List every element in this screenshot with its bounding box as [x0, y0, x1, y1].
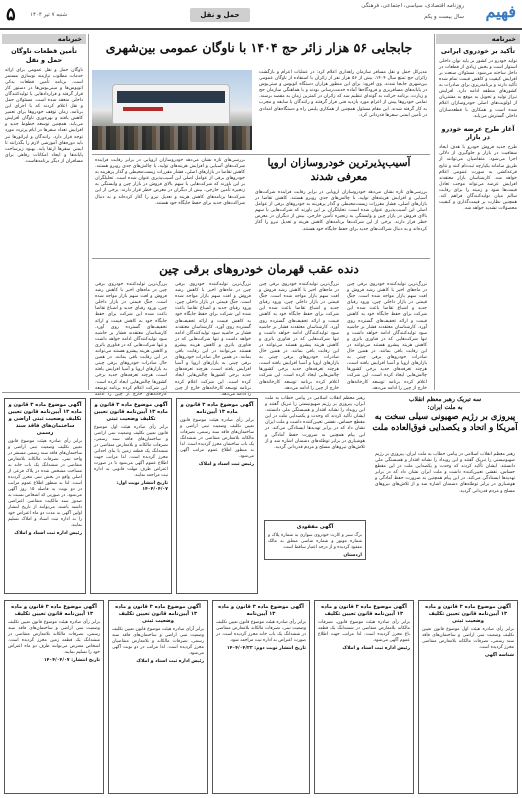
right-column-title-2: آغاز طرح عرضه خودرو در بازار [441, 124, 515, 142]
masthead-sub: سال بیست و یکم [424, 14, 464, 20]
right-column-title-1: تأکید بر خودروی ایرانی [440, 47, 516, 55]
left-column-head: خبرنامه [2, 34, 86, 44]
legal-notice: آگهی موضوع ماده ۳ قانون و ماده ۱۳ آیین‌نامه قانون تعیین تکلیف وضعیت ثبتی برابر آرای صادره هیئت موضوع قانون تعیین تکلیف وضعیت ثبتی اراضی و ساختمان‌های فاقد سند رسمی، تصرفات مالکانه و بلامعارض متقاضیان محرز گردیده است. لذا مراتب در دو نوبت آگهی می‌شود. رئیس اداره ثبت اسناد و املاک [108, 600, 208, 794]
leader-message-midtitle: به ملت ایران: [427, 404, 463, 411]
newspaper-logo: فهیم [485, 2, 516, 21]
masthead [0, 0, 522, 30]
leader-message-pretitle: سه تبریک رهبر معظم انقلاب [408, 396, 482, 403]
bus-photo [92, 70, 252, 150]
page-number: ۵ [6, 4, 16, 25]
legal-notice: آگهی موضوع ماده ۳ قانون و ماده ۱۳ آیین‌نامه قانون تعیین تکلیف وضعیت ثبتی اراضی و ساختمان‌های فاقد سند رسمی برابر رأی صادره هیئت موضوع قانون تعیین تکلیف وضعیت ثبتی اراضی و ساختمان‌های فاقد سند رسمی مستقر در واحد ثبتی، تصرفات مالکانه بلامعارض متقاضی در ششدانگ یک باب خانه به مساحت مشخص شده در پلاک فرعی از اصلی واقع در بخش ثبتی محرز گردیده است. لذا به منظور اطلاع عموم مراتب در دو نوبت به فاصله ۱۵ روز آگهی می‌شود. در صورتی که اشخاص نسبت به صدور سند مالکیت متقاضی اعتراضی داشته باشند، می‌توانند از تاریخ انتشار اولین آگهی به مدت دو ماه اعتراض خود را به اداره ثبت اسناد و املاک تسلیم نمایند. رئیس اداره ثبت اسناد و املاک [4, 398, 86, 594]
legal-notice: آگهی موضوع ماده ۳ قانون و ماده ۱۳ آیین‌نامه برابر رأی صادره هیئت موضوع قانون تعیین تکلیف وضعیت ثبتی، تصرفات مالکانه بلامعارض متقاضی در ششدانگ یک باب خانه محرز گردیده است. در صورت اعتراض به اداره ثبت مراجعه شود. تاریخ انتشار نوبت دوم: ۱۴۰۴/۰۴/۲۲ [212, 600, 310, 794]
legal-notice: آگهی موضوع ماده ۳ قانون و ماده ۱۳ آیین‌نامه قانون تعیین تکلیف وضعیت ثبتی برابر رأی صادره هیئت اول موضوع قانون تعیین تکلیف وضعیت ثبتی اراضی و ساختمان‌های فاقد سند رسمی، تصرفات مالکانه بلامعارض متقاضی محرز گردیده است. شناسه آگهی [418, 600, 518, 794]
story-2-text-a: بررسی‌های تازه نشان می‌دهد خودروسازان اروپایی در برابر رقابت فزاینده شرکت‌های آسیایی و افزایش هزینه‌های تولید، با چالش‌های جدی روبرو هستند. کاهش تقاضا در بازارهای اصلی، فشار مقررات زیست‌محیطی و گذار پرهزینه به خودروهای برقی از عوامل اصلی این آسیب‌پذیری عنوان شده است. تحلیلگران بر این باورند که شرکت‌هایی با سهم بالای فروش در بازار چین و وابستگی به زنجیره تأمین خارجی، بیش از دیگران در معرض خطر قرار دارند. برخی از این شرکت‌ها برنامه‌های کاهش هزینه و تعدیل نیرو را آغاز کرده‌اند و به دنبال شراکت‌های جدید برای حفظ جایگاه خود هستند. [95, 158, 245, 206]
story-3-text-d: بزرگ‌ترین تولیدکننده خودروی برقی چین در ماه‌های اخیر با کاهش رشد فروش و افت سهم بازار مواجه شده است. جنگ قیمتی در بازار داخلی چین، ورود رقبای جدید و اشباع تقاضا باعث شده این شرکت برای حفظ جایگاه خود به کاهش قیمت و ارائه تخفیف‌های گسترده روی آورد. کارشناسان معتقدند فشار بر حاشیه سود تولیدکنندگان ادامه خواهد داشت و تنها شرکت‌هایی که در فناوری باتری و کاهش هزینه پیشرو هستند می‌توانند در این رقابت باقی بمانند. در همین حال صادرات خودروهای برقی چینی به بازارهای اروپا و آسیا افزایش یافته است، هرچند تعرفه‌های جدید برخی کشورها چالش‌هایی ایجاد کرده است. این شرکت اعلام کرده برنامه توسعه کارخانه‌های خارج از چین را ادامه [95, 282, 167, 397]
left-news-column [2, 34, 86, 390]
left-column-title: تأمین قطعات ناوگان حمل و نقل [11, 47, 77, 64]
masthead-tagline: روزنامه اقتصادی، سیاسی، اجتماعی، فرهنگی [361, 3, 464, 9]
section-divider [92, 258, 430, 259]
issue-info: شنبه ۷ تیر ۱۴۰۴ [30, 12, 68, 18]
right-column-head: خبرنامه [436, 34, 520, 44]
left-column-text: ناوگان حمل و نقل عمومی برای ارائه خدمات مطلوب نیازمند نوسازی مستمر است. برنامه تأمین قطعات یدکی اتوبوس‌ها و مینی‌بوس‌ها در دستور کار قرار گرفته و قراردادهایی با تولیدکنندگان داخلی منعقد شده است. مسئولان حمل و نقل اعلام کردند که با اجرای این برنامه، زمان توقف خودروها برای تعمیر کاهش یافته و بهره‌وری ناوگان افزایش می‌یابد. همچنین توسعه خطوط جدید و افزایش تعداد سفرها در ایام پرتردد مورد توجه قرار دارد. رانندگان و اپراتورها نیز باید دوره‌های آموزشی لازم را بگذرانند تا ایمنی سفرها ارتقا یابد. بهبود زیرساخت پایانه‌ها و ایجاد امکانات رفاهی برای مسافران از دیگر برنامه‌هاست. [5, 67, 83, 164]
leader-message-headline [372, 396, 518, 434]
story-2-text-b: بررسی‌های تازه نشان می‌دهد خودروسازان اروپایی در برابر رقابت فزاینده شرکت‌های آسیایی و افزایش هزینه‌های تولید، با چالش‌های جدی روبرو هستند. کاهش تقاضا در بازارهای اصلی، فشار مقررات زیست‌محیطی و گذار پرهزینه به خودروهای برقی از عوامل اصلی این آسیب‌پذیری عنوان شده است. تحلیلگران بر این باورند که شرکت‌هایی با سهم بالای فروش در بازار چین و وابستگی به زنجیره تأمین خارجی، بیش از دیگران در معرض خطر قرار دارند. برخی از این شرکت‌ها برنامه‌های کاهش هزینه و تعدیل نیرو را آغاز کرده‌اند و به دنبال شراکت‌های جدید برای حفظ جایگاه خود هستند. [255, 190, 427, 232]
legal-notice: آگهی موضوع ماده ۳ قانون و ماده ۱۳ آیین‌نامه قانون تعیین تکلیف برابر رأی صادره هیئت موضوع قانون، تصرفات مالکانه بلامعارض متقاضی در ششدانگ یک قطعه باغ محرز گردیده است. لذا مراتب جهت اطلاع عموم آگهی می‌شود. رئیس اداره ثبت اسناد و املاک [314, 600, 414, 794]
bus-shape [112, 84, 230, 124]
leader-message-text-b: رهبر معظم انقلاب اسلامی در پیامی خطاب به ملت ایران، پیروزی بر رژیم صهیونیستی را تبریک گفتند و این رویداد را نشانه اقتدار و همبستگی ملی دانستند. ایشان تأکید کردند که وحدت و یکصدایی ملت در این مقطع حساس، نقشی تعیین‌کننده داشت و ملت ایران نشان داد که در برابر تهدیدها ایستادگی می‌کند. در این پیام همچنین به ضرورت حفظ آمادگی و هوشیاری در برابر توطئه‌های دشمنان اشاره شد و از تلاش‌های نیروهای مسلح و مردم قدردانی گردید. [265, 396, 365, 450]
section-divider [92, 154, 430, 155]
section-divider [2, 392, 520, 393]
column-divider [88, 34, 89, 390]
story-3-text-a: بزرگ‌ترین تولیدکننده خودروی برقی چین در ماه‌های اخیر با کاهش رشد فروش و افت سهم بازار مواجه شده است. جنگ قیمتی در بازار داخلی چین، ورود رقبای جدید و اشباع تقاضا باعث شده این شرکت برای حفظ جایگاه خود به کاهش قیمت و ارائه تخفیف‌های گسترده روی آورد. کارشناسان معتقدند فشار بر حاشیه سود تولیدکنندگان ادامه خواهد داشت و تنها شرکت‌هایی که در فناوری باتری و کاهش هزینه پیشرو هستند می‌توانند در این رقابت باقی بمانند. در همین حال صادرات خودروهای برقی چینی به بازارهای اروپا و آسیا افزایش یافته است، هرچند تعرفه‌های جدید برخی کشورها چالش‌هایی ایجاد کرده است. این شرکت اعلام کرده برنامه توسعه کارخانه‌های خارج از چین را ادامه می‌دهد. [347, 282, 427, 391]
right-news-column [436, 34, 520, 390]
crowd-shape [92, 126, 252, 150]
right-column-text-1: تولید خودرو در کشور بر پایه توان داخلی استوار است و بخش زیادی از قطعات در داخل ساخته می‌شود. مسئولان صنعت بر افزایش کیفیت و کاهش قیمت تمام شده تأکید دارند و برنامه‌ریزی برای صادرات به کشورهای منطقه ادامه دارد. افزایش تیراژ تولید و تحویل به موقع به مشتریان از اولویت‌های اصلی خودروسازان اعلام شده است و همکاری با قطعه‌سازان داخلی گسترش می‌یابد. [439, 58, 517, 119]
story-2-headline: آسیب‌پذیرترین خودروسازان اروپا معرفی شدند [267, 157, 411, 184]
column-divider [434, 34, 435, 390]
story-3-text-b: بزرگ‌ترین تولیدکننده خودروی برقی چین در ماه‌های اخیر با کاهش رشد فروش و افت سهم بازار مواجه شده است. جنگ قیمتی در بازار داخلی چین، ورود رقبای جدید و اشباع تقاضا باعث شده این شرکت برای حفظ جایگاه خود به کاهش قیمت و ارائه تخفیف‌های گسترده روی آورد. کارشناسان معتقدند فشار بر حاشیه سود تولیدکنندگان ادامه خواهد داشت و تنها شرکت‌هایی که در فناوری باتری و کاهش هزینه پیشرو هستند می‌توانند در این رقابت باقی بمانند. در همین حال صادرات خودروهای برقی چینی به بازارهای اروپا و آسیا افزایش یافته است، هرچند تعرفه‌های جدید برخی کشورها چالش‌هایی ایجاد کرده است. این شرکت اعلام کرده برنامه توسعه کارخانه‌های خارج از چین را ادامه می‌دهد. [259, 282, 339, 391]
legal-notice: آگهی موضوع ماده ۳ قانون و ماده ۱۳ آیین‌نامه قانون تعیین تکلیف برابر رأی صادره هیئت موضوع قانون تعیین تکلیف وضعیت ثبتی اراضی و ساختمان‌های فاقد سند رسمی، تصرفات مالکانه بلامعارض متقاضی در ششدانگ یک قطعه زمین محرز گردیده است. اشخاص معترض می‌توانند ظرف دو ماه اعتراض خود را تسلیم نمایند. تاریخ انتشار: ۱۴۰۴/۰۴/۰۷ [4, 600, 104, 794]
legal-notice: آگهی موضوع ماده ۳ قانون و ماده ۱۳ آیین‌نامه برابر رأی صادره هیئت موضوع قانون تعیین تکلیف وضعیت ثبتی اراضی و ساختمان‌های فاقد سند رسمی، تصرفات مالکانه بلامعارض متقاضی در ششدانگ یک باب ساختمان محرز گردیده است. لذا به منظور اطلاع عموم مراتب آگهی می‌شود. رئیس ثبت اسناد و املاک [176, 398, 258, 594]
story-3-text-c: بزرگ‌ترین تولیدکننده خودروی برقی چین در ماه‌های اخیر با کاهش رشد فروش و افت سهم بازار مواجه شده است. جنگ قیمتی در بازار داخلی چین، ورود رقبای جدید و اشباع تقاضا باعث شده این شرکت برای حفظ جایگاه خود به کاهش قیمت و ارائه تخفیف‌های گسترده روی آورد. کارشناسان معتقدند فشار بر حاشیه سود تولیدکنندگان ادامه خواهد داشت و تنها شرکت‌هایی که در فناوری باتری و کاهش هزینه پیشرو هستند می‌توانند در این رقابت باقی بمانند. در همین حال صادرات خودروهای برقی چینی به بازارهای اروپا و آسیا افزایش یافته است، هرچند تعرفه‌های جدید برخی کشورها چالش‌هایی ایجاد کرده است. این شرکت اعلام کرده برنامه توسعه کارخانه‌های خارج از چین را ادامه می‌دهد. [175, 282, 251, 397]
lost-document-notice: آگهی مفقودی برگ سبز و کارت خودروی سواری به شماره پلاک و شماره موتور و شماره شاسی متعلق به مالک مفقود گردیده و از درجه اعتبار ساقط است. اردستان [264, 520, 366, 560]
leader-message-title: پیروزی بر رژیم صهیونی سیلی سخت به آمریکا و اتحاد و یکصدایی فوق‌العاده ملت [372, 412, 518, 433]
section-tab: حمل و نقل [190, 8, 250, 22]
story-3-headline: دنده عقب قهرمان خودروهای برقی چین [159, 262, 359, 276]
right-column-text-2: طرح جدید فروش خودرو با هدف ایجاد شفافیت در بازار و جلوگیری از دلالی اجرا می‌شود. متقاضیان می‌توانند از طریق سامانه یکپارچه ثبت‌نام کنند و نتایج قرعه‌کشی به صورت عمومی اعلام خواهد شد. کارشناسان بازار معتقدند افزایش عرضه می‌تواند موجب تعادل قیمت‌ها شود و زمینه را برای رقابت سالم میان تولیدکنندگان فراهم کند. همچنین نظارت بر قیمت‌گذاری و کیفیت محصولات تشدید خواهد شد. [439, 145, 517, 212]
lead-headline: جابجایی ۵۶ هزار زائر حج ۱۴۰۴ با ناوگان عمومی بین‌شهری [105, 40, 413, 55]
lead-story-text: مدیرکل حمل و نقل مسافر سازمان راهداری اعلام کرد: در عملیات اعزام و بازگشت زائران حج تمتع سال ۱۴۰۴، بیش از ۵۶ هزار نفر از زائران با استفاده از ناوگان عمومی بین‌شهری جابجا شدند. وی افزود: برای این منظور هزاران دستگاه اتوبوس و مینی‌بوس در پایانه‌های مسافربری و فرودگاه‌ها آماده خدمت‌رسانی بودند و با هماهنگی سازمان حج و زیارت، برنامه حرکت به گونه‌ای تنظیم شد که زائران در کمترین زمان به مقصد برسند. تمامی خودروها پیش از اعزام مورد بازدید فنی قرار گرفتند و رانندگان با سابقه و مجرب به کار گرفته شدند. این مقام مسئول همچنین از همکاری پلیس راه و دستگاه‌های امدادی در تأمین ایمنی سفرها قدردانی کرد. [259, 70, 427, 118]
leader-message-text: رهبر معظم انقلاب اسلامی در پیامی خطاب به ملت ایران، پیروزی بر رژیم صهیونیستی را تبریک گفتند و این رویداد را نشانه اقتدار و همبستگی ملی دانستند. ایشان تأکید کردند که وحدت و یکصدایی ملت در این مقطع حساس، نقشی تعیین‌کننده داشت و ملت ایران نشان داد که در برابر تهدیدها ایستادگی می‌کند. در این پیام همچنین به ضرورت حفظ آمادگی و هوشیاری در برابر توطئه‌های دشمنان اشاره شد و از تلاش‌های نیروهای مسلح و مردم قدردانی گردید. [375, 452, 515, 494]
legal-notice: آگهی موضوع ماده ۳ قانون و ماده ۱۳ آیین‌نامه قانون تعیین تکلیف وضعیت ثبتی برابر رأی صادره هیئت اول موضوع قانون تعیین تکلیف وضعیت ثبتی اراضی و ساختمان‌های فاقد سند رسمی، تصرفات مالکانه و بلامعارض متقاضی در ششدانگ یک قطعه زمین با بنای احداثی محرز گردیده است. لذا مراتب جهت اطلاع عموم آگهی می‌شود تا در صورت اعتراض ظرف مهلت قانونی به اداره ثبت مراجعه نمایند. تاریخ انتشار نوبت اول: ۱۴۰۴/۰۴/۰۷ [90, 398, 172, 594]
